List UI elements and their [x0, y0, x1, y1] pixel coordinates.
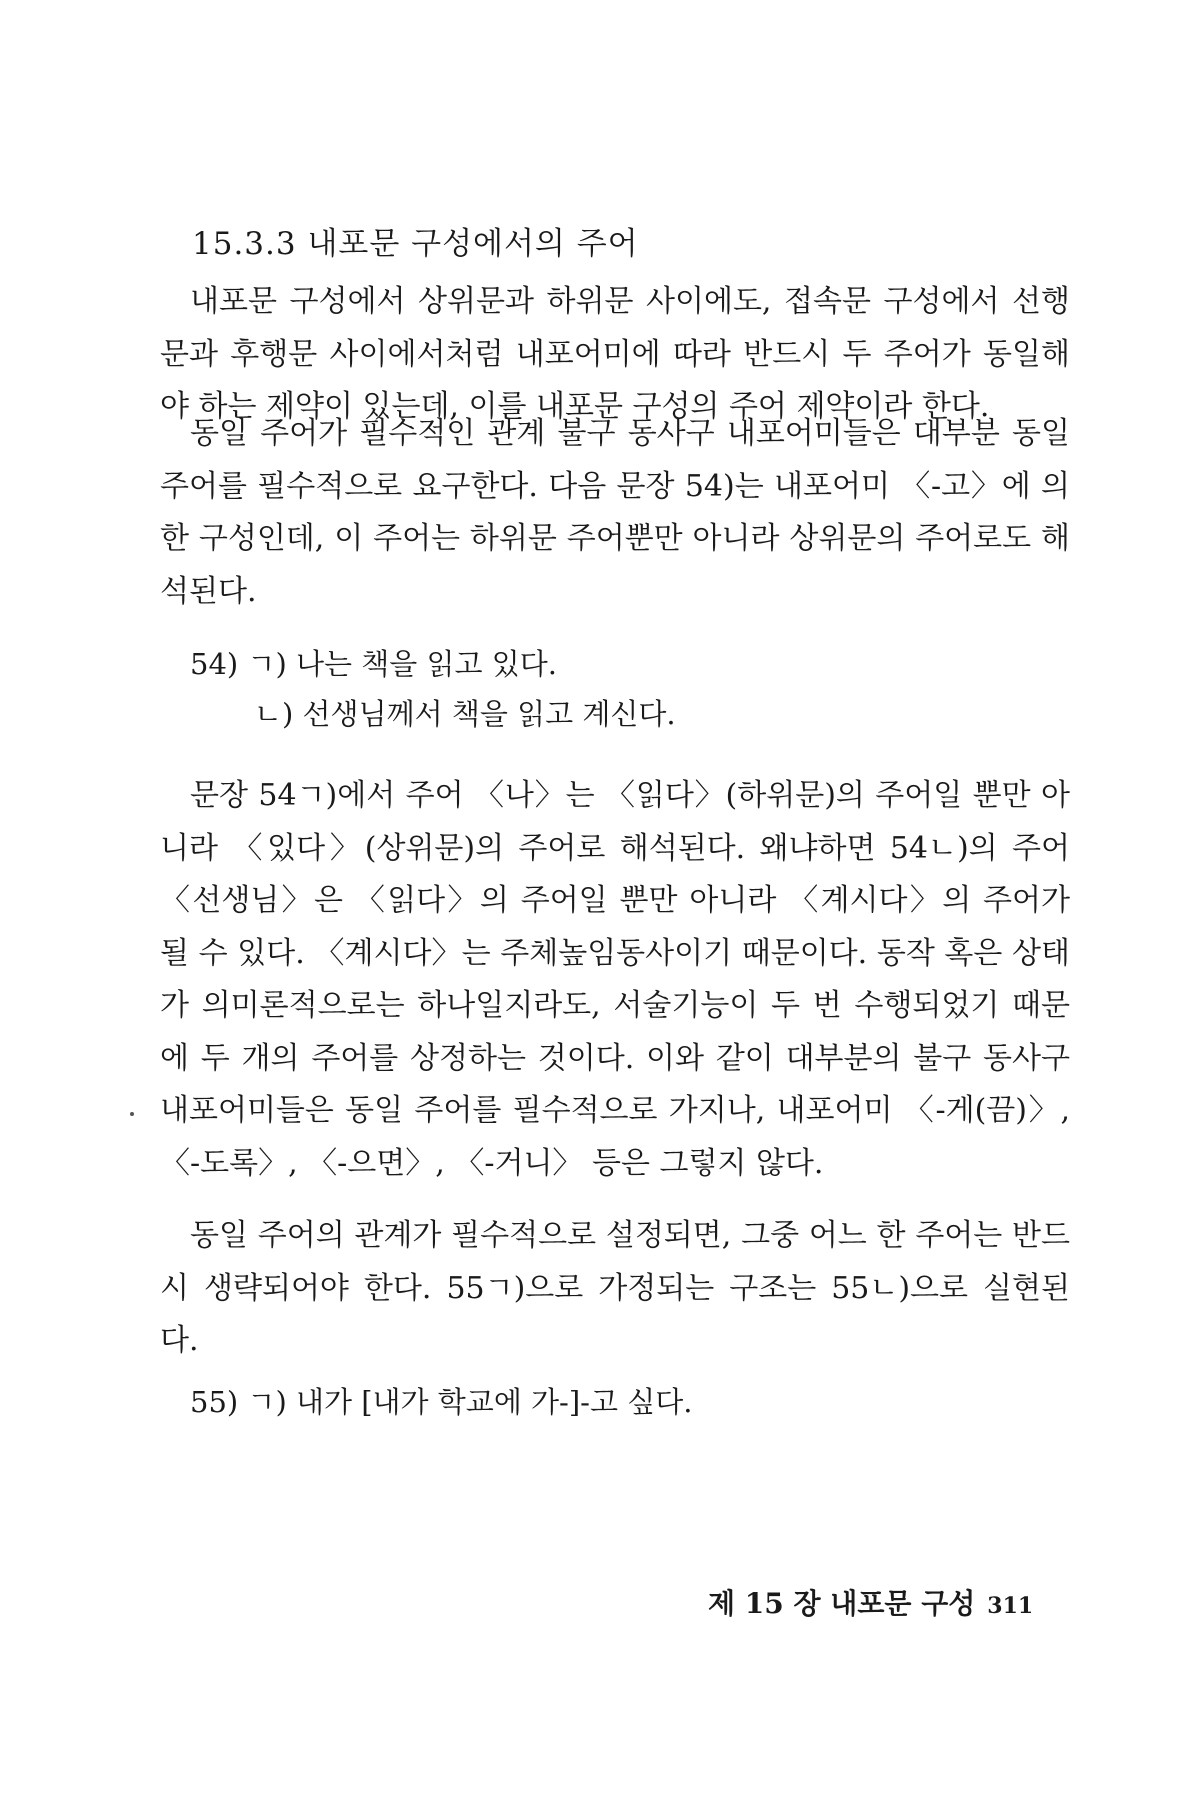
paragraph-3-text: 문장 54ㄱ)에서 주어 〈나〉는 〈읽다〉(하위문)의 주어일 뿐만 아니라 〈있다〉(상위문)의 주어로 해석된다. 왜냐하면 54ㄴ)의 주어 〈선생님〉은 〈읽다〉의 주어일 뿐만 아니라 〈계시다〉의 주어가 될 수 있다. 〈계시다〉는 주체높임동사이기 때문이다. 동작 혹은 상태가 의미론적으로는 하나일지라도, 서술기능이 두 번 수행되었기 때문에 두 개의 주어를 상정하는 것이다. 이와 같이 대부분의 불구 동사구 내포어미들은 동일 주어를 필수적으로 가지나, 내포어미 〈-게(끔)〉, 〈-도록〉, 〈-으면〉, 〈-거니〉 등은 그렇지 않다.	[160, 778, 1070, 1181]
example-54b: ㄴ) 선생님께서 책을 읽고 계신다.	[254, 697, 676, 731]
example-54a: 54) ㄱ) 나는 책을 읽고 있다.	[190, 647, 557, 681]
paragraph-3	[160, 770, 1070, 1190]
page-number: 311	[987, 1593, 1034, 1619]
running-head: 제 15 장 내포문 구성	[708, 1587, 976, 1620]
paragraph-4	[160, 1210, 1070, 1368]
paragraph-4-text: 동일 주어의 관계가 필수적으로 설정되면, 그중 어느 한 주어는 반드시 생략되어야 한다. 55ㄱ)으로 가정되는 구조는 55ㄴ)으로 실현된다.	[160, 1218, 1070, 1358]
paragraph-1-text: 내포문 구성에서 상위문과 하위문 사이에도, 접속문 구성에서 선행문과 후행문 사이에서처럼 내포어미에 따라 반드시 두 주어가 동일해야 하는 제약이 있는데, 이를 내포문 구성의 주어 제약이라 한다.	[160, 284, 1070, 424]
section-heading: 15.3.3 내포문 구성에서의 주어	[192, 226, 639, 262]
margin-mark	[130, 1112, 134, 1116]
paragraph-2	[160, 408, 1070, 618]
example-55a: 55) ㄱ) 내가 [내가 학교에 가-]-고 싶다.	[190, 1385, 693, 1419]
page-footer	[708, 1582, 1033, 1622]
paragraph-2-text: 동일 주어가 필수적인 관계 불구 동사구 내포어미들은 대부분 동일 주어를 필수적으로 요구한다. 다음 문장 54)는 내포어미 〈-고〉에 의한 구성인데, 이 주어는 하위문 주어뿐만 아니라 상위문의 주어로도 해석된다.	[160, 416, 1070, 609]
